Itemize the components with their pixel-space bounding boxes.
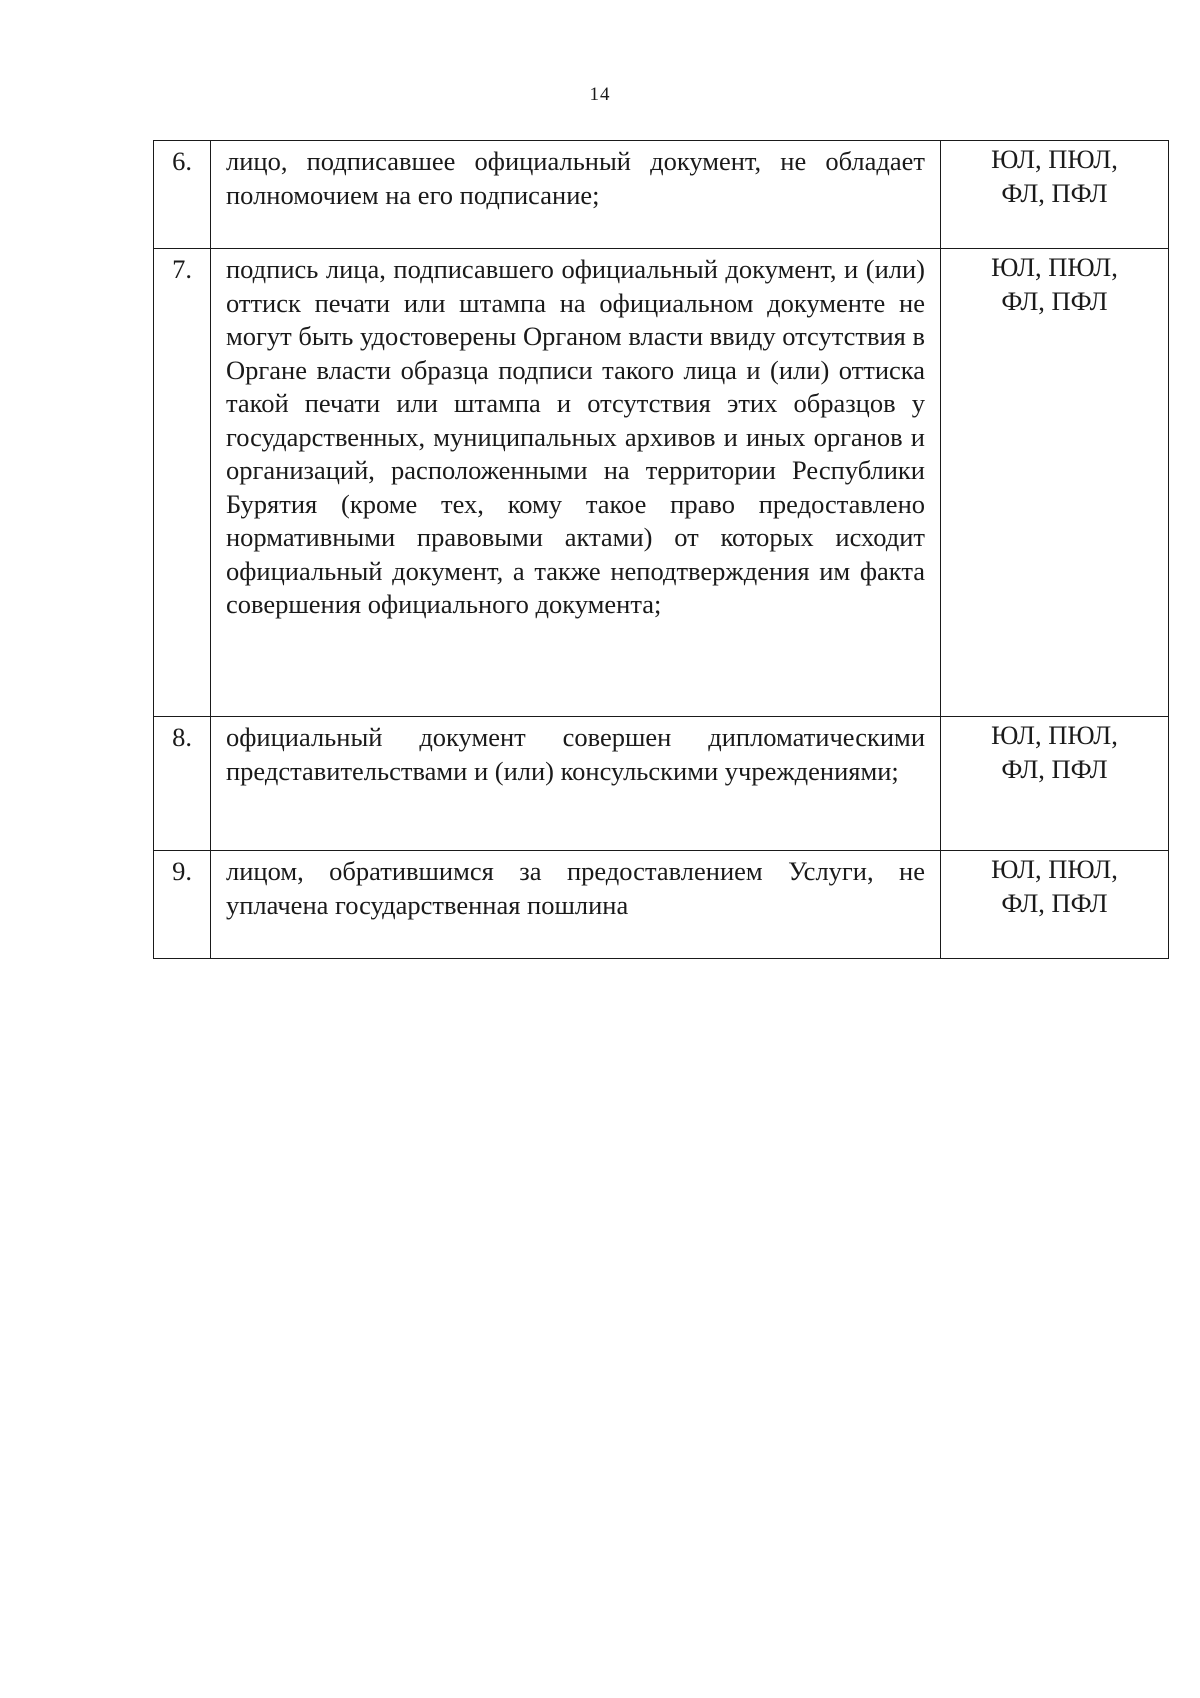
grounds-table (153, 140, 1169, 959)
row-text: лицом, обратившимся за предоставлением Услуги, не уплачена государственная пошлина (211, 851, 941, 959)
row-text: официальный документ совершен дипломатическими представительствами и (или) консульскими учреждениями; (211, 717, 941, 851)
row-categories (941, 249, 1169, 717)
row-number: 8. (154, 717, 211, 851)
row-number: 9. (154, 851, 211, 959)
page-number: 14 (589, 84, 611, 105)
row-text: подпись лица, подписавшего официальный документ, и (или) оттиск печати или штампа на официальном документе не могут быть удостоверены Органом власти ввиду отсутствия в Органе власти образца подписи такого лица и (или) оттиска такой печати или штампа и отсутствия этих образцов у государственных, муниципальных архивов и иных органов и организаций, расположенными на территории Республики Бурятия (кроме тех, кому такое право предоставлено нормативными правовыми актами) от которых исходит официальный документ, а также неподтверждения им факта совершения официального документа; (211, 249, 941, 717)
categories-line-2: ФЛ, ПФЛ (1001, 285, 1108, 316)
table-row (154, 141, 1169, 249)
categories-line-2: ФЛ, ПФЛ (1001, 753, 1108, 784)
table-row (154, 249, 1169, 717)
row-categories (941, 717, 1169, 851)
categories-line-2: ФЛ, ПФЛ (1001, 177, 1108, 208)
categories-line-1: ЮЛ, ПЮЛ, (991, 252, 1118, 282)
categories-line-1: ЮЛ, ПЮЛ, (991, 720, 1118, 750)
row-categories (941, 141, 1169, 249)
categories-line-2: ФЛ, ПФЛ (1001, 887, 1108, 918)
table-row (154, 717, 1169, 851)
categories-line-1: ЮЛ, ПЮЛ, (991, 854, 1118, 884)
table-row (154, 851, 1169, 959)
row-text: лицо, подписавшее официальный документ, не обладает полномочием на его подписание; (211, 141, 941, 249)
row-number: 6. (154, 141, 211, 249)
row-number: 7. (154, 249, 211, 717)
categories-line-1: ЮЛ, ПЮЛ, (991, 144, 1118, 174)
row-categories (941, 851, 1169, 959)
